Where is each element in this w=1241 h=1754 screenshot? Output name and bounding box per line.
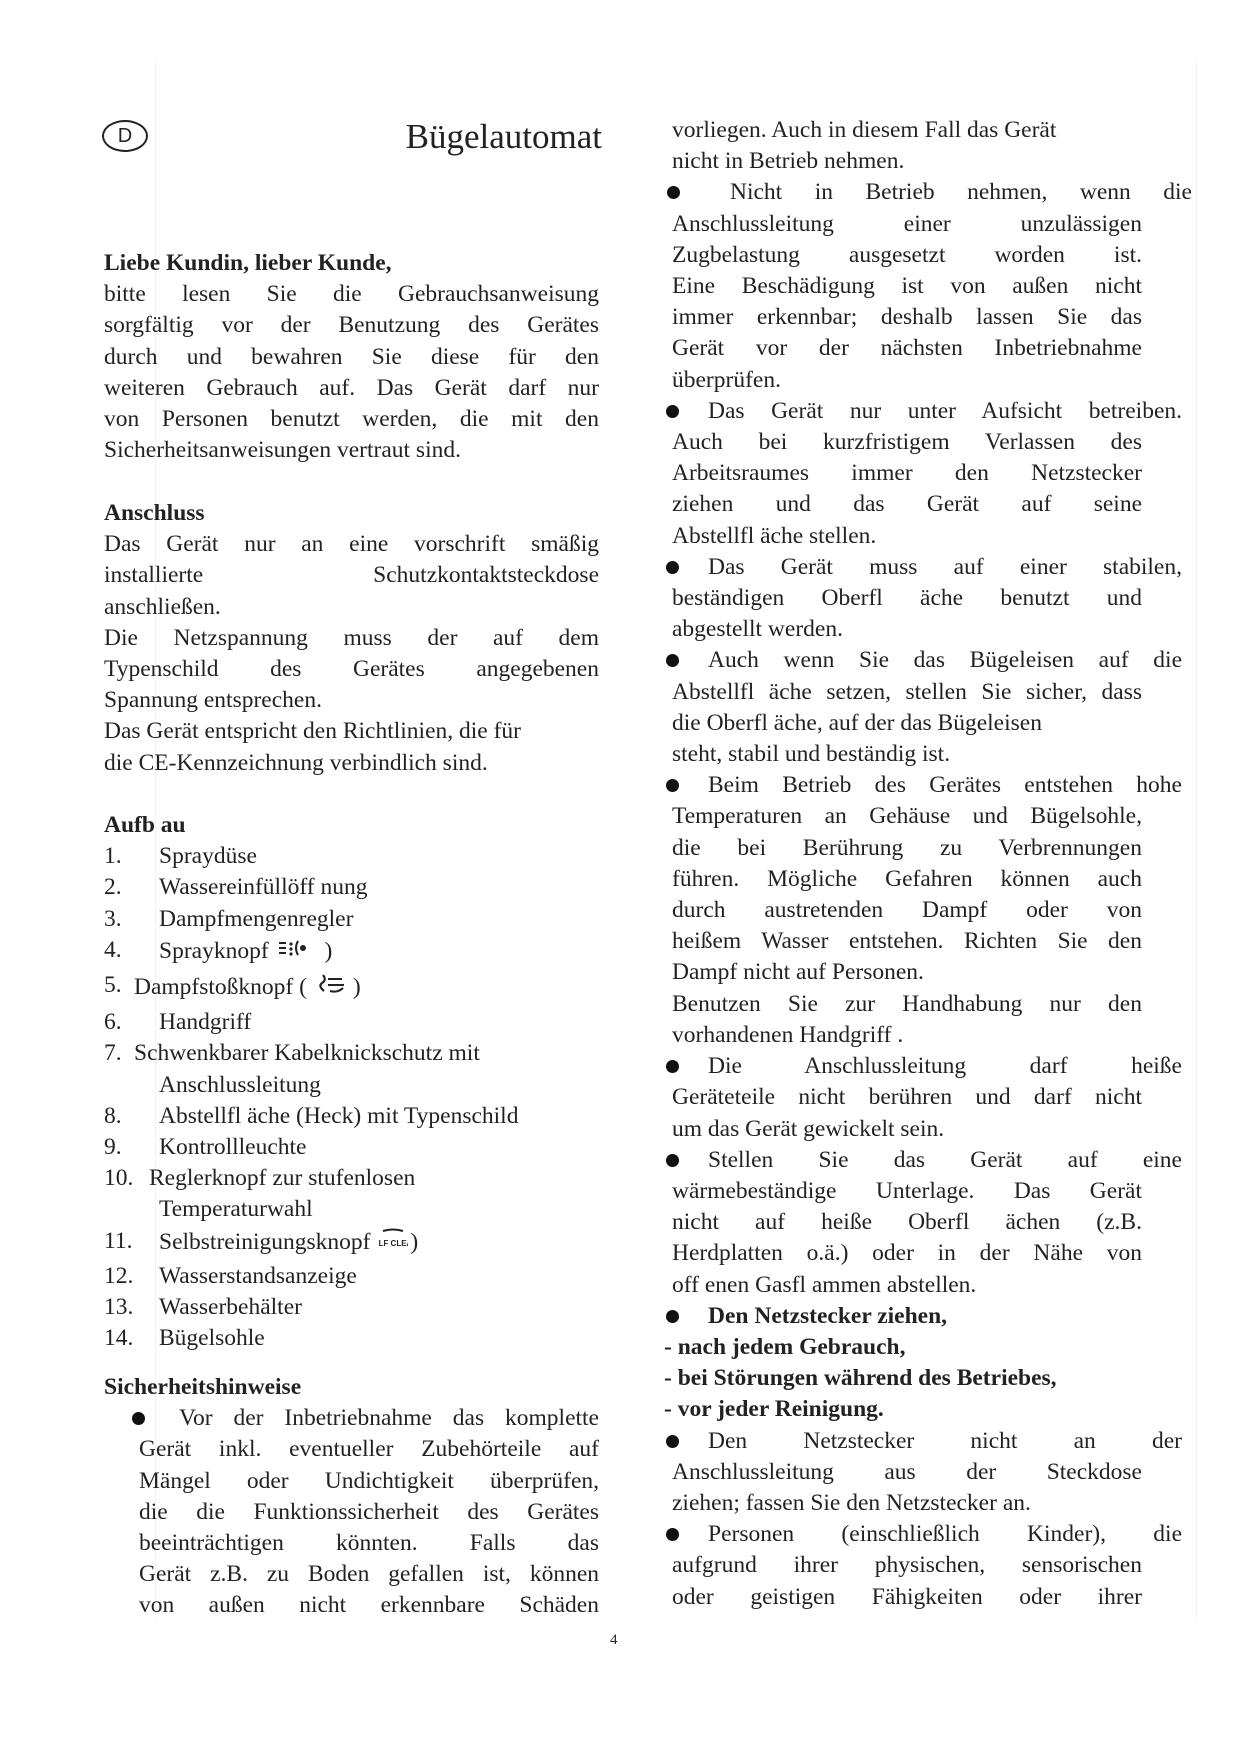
intro-line: Sicherheitsanweisungen vertraut sind. <box>104 437 461 464</box>
item-label: Dampfmengenregler <box>159 905 354 932</box>
anschluss-line: Typenschild des Gerätes angegebenen <box>104 656 599 683</box>
cont-line: vorliegen. Auch in diesem Fall das Gerät <box>672 117 1057 143</box>
item-number: 6. <box>104 1009 122 1036</box>
safety-line: Abstellfl äche setzen, stellen Sie sicher, dass <box>672 678 1142 705</box>
safety-line: Das Gerät nur unter Aufsicht betreiben. <box>708 397 1182 424</box>
safety-line: steht, stabil und beständig ist. <box>672 741 951 768</box>
parts-list-item <box>104 1292 599 1323</box>
parts-list-item <box>104 841 599 872</box>
safety-line: immer erkennbar; deshalb lassen Sie das <box>672 304 1142 331</box>
parts-list <box>104 841 599 1354</box>
language-badge: D <box>102 120 148 152</box>
item-label: Spraydüse <box>159 843 257 870</box>
safety-line: Anschlussleitung einer unzulässigen <box>672 210 1142 237</box>
cont-line: nicht in Betrieb nehmen. <box>672 148 905 175</box>
intro-line: von Personen benutzt werden, die mit den <box>104 406 599 433</box>
intro-line: bitte lesen Sie die Gebrauchsanweisung <box>104 281 599 308</box>
item-number: 7. <box>104 1040 122 1067</box>
safety-line: Geräteteile nicht berühren und darf nicht <box>672 1084 1142 1111</box>
safety-line: vorhandenen Handgriff . <box>672 1021 904 1048</box>
safety-line: aufgrund ihrer physischen, sensorischen <box>672 1552 1142 1579</box>
item-number: 2. <box>104 874 122 901</box>
safety-line: die bei Berührung zu Verbrennungen <box>672 834 1142 861</box>
safety-line: überprüfen. <box>672 366 781 393</box>
parts-list-item <box>104 1163 599 1225</box>
safety-line: nicht auf heiße Oberfl ächen (z.B. <box>672 1209 1142 1236</box>
anschluss-line: Das Gerät nur an eine vorschrift smäßig <box>104 531 599 558</box>
item-label: Abstellfl äche (Heck) mit Typenschild <box>159 1102 519 1129</box>
safety-bullet <box>672 396 1182 552</box>
item-number: 8. <box>104 1102 122 1129</box>
item-number: 14. <box>104 1325 134 1352</box>
parts-list-item <box>104 1038 599 1100</box>
anschluss-line: anschließen. <box>104 593 221 620</box>
safety-line: Gerät inkl. eventueller Zubehörteile auf <box>139 1436 599 1463</box>
item-label: Sprayknopf <box>159 937 269 964</box>
aufbau-heading: Aufb au <box>104 812 186 838</box>
item-label: Dampfstoßknopf ( <box>134 974 307 1001</box>
item-number: 10. <box>104 1165 134 1192</box>
item-label: Kontrollleuchte <box>159 1134 307 1161</box>
aufbau-section <box>104 810 599 1354</box>
safety-bullet <box>672 177 1192 395</box>
safety-line: off enen Gasfl ammen abstellen. <box>672 1271 977 1298</box>
safety-bullet <box>672 1051 1182 1145</box>
safety-line: führen. Mögliche Gefahren können auch <box>672 865 1142 892</box>
parts-list-item <box>104 1226 599 1261</box>
item-label: Selbstreinigungsknopf <box>159 1228 371 1255</box>
parts-list-item <box>104 904 599 935</box>
item-number: 11. <box>104 1227 133 1254</box>
item-number: 12. <box>104 1262 134 1289</box>
safety-line: Dampf nicht auf Personen. <box>672 959 924 986</box>
item-number: 9. <box>104 1134 122 1161</box>
page-number: 4 <box>610 1632 618 1648</box>
safety-bullet <box>672 1519 1182 1613</box>
safety-line: Vor der Inbetriebnahme das komplette <box>179 1405 599 1432</box>
safety-bullet <box>672 645 1182 770</box>
safety-line: Personen (einschließlich Kinder), die <box>708 1521 1182 1548</box>
bullet-dot <box>666 405 679 418</box>
anschluss-line: Spannung entsprechen. <box>104 687 322 714</box>
safety-line: ziehen; fassen Sie den Netzstecker an. <box>672 1489 1031 1516</box>
item-label: Schwenkbarer Kabelknickschutz mit <box>134 1040 480 1067</box>
safety-line: die Oberfl äche, auf der das Bügeleisen <box>672 709 1042 736</box>
item-label-continued: Anschlussleitung <box>159 1071 321 1098</box>
safety-line: Benutzen Sie zur Handhabung nur den <box>672 990 1142 1017</box>
safety-bullet <box>672 552 1182 646</box>
safety-line: Stellen Sie das Gerät auf eine <box>708 1146 1182 1173</box>
safety-line: Eine Beschädigung ist von außen nicht <box>672 273 1142 300</box>
right-content <box>664 115 1192 1613</box>
item-number: 13. <box>104 1294 134 1321</box>
safety-line: Arbeitsraumes immer den Netzstecker <box>672 460 1142 487</box>
safety-line: durch austretenden Dampf oder von <box>672 897 1142 924</box>
parts-list-item <box>104 970 599 1007</box>
bullet-dot <box>666 1435 679 1448</box>
safety-line: Den Netzstecker nicht an der <box>708 1427 1182 1454</box>
safety-bullet <box>104 1403 599 1621</box>
intro-line: durch und bewahren Sie diese für den <box>104 343 599 370</box>
safety-line: Auch bei kurzfristigem Verlassen des <box>672 429 1142 456</box>
safety-line: Zugbelastung ausgesetzt worden ist. <box>672 241 1142 268</box>
item-label: Wassereinfüllöff nung <box>159 874 368 901</box>
item-number: 5. <box>104 972 122 999</box>
bold-line: Den Netzstecker ziehen, <box>708 1302 948 1329</box>
item-paren: ) <box>352 974 361 1001</box>
safety-line: wärmebeständige Unterlage. Das Gerät <box>672 1177 1142 1204</box>
parts-list-item <box>104 935 599 970</box>
item-label: Bügelsohle <box>159 1325 265 1352</box>
dash-line: - vor jeder Reinigung. <box>664 1396 884 1423</box>
anschluss-line: die CE-Kennzeichnung verbindlich sind. <box>104 749 488 776</box>
intro-line: sorgfältig vor der Benutzung des Gerätes <box>104 312 599 339</box>
item-paren: ) <box>410 1228 419 1255</box>
item-paren: ) <box>324 937 333 964</box>
self-clean-icon-text: LF CLE <box>378 1238 407 1248</box>
item-label-continued: Temperaturwahl <box>159 1196 313 1223</box>
item-number: 3. <box>104 905 122 932</box>
safety-line: abgestellt werden. <box>672 616 843 643</box>
safety-bullet <box>672 770 1182 1051</box>
item-label: Handgriff <box>159 1009 252 1036</box>
safety-line: heißem Wasser entstehen. Richten Sie den <box>672 928 1142 955</box>
anschluss-section <box>104 498 599 779</box>
anschluss-line: Das Gerät entspricht den Richtlinien, die für <box>104 718 521 745</box>
safety-bullet <box>672 1145 1182 1301</box>
bullet-dot <box>666 561 679 574</box>
parts-list-item <box>104 1007 599 1038</box>
parts-list-item <box>104 1323 599 1354</box>
bullet-dot <box>666 1060 679 1073</box>
sicherheit-heading: Sicherheitshinweise <box>104 1374 302 1400</box>
intro-section <box>104 248 599 466</box>
item-label: Wasserbehälter <box>159 1294 302 1321</box>
safety-bullet-bold <box>664 1301 1142 1426</box>
safety-line: Die Anschlussleitung darf heiße <box>708 1053 1182 1080</box>
safety-line: Auch wenn Sie das Bügeleisen auf die <box>708 647 1182 674</box>
safety-line: beeinträchtigen könnten. Falls das <box>139 1530 599 1557</box>
safety-bullet <box>672 1426 1182 1520</box>
parts-list-item <box>104 1261 599 1292</box>
parts-list-item <box>104 1132 599 1163</box>
bullet-dot <box>666 1154 679 1167</box>
anschluss-heading: Anschluss <box>104 500 205 526</box>
safety-line: Gerät z.B. zu Boden gefallen ist, können <box>139 1561 599 1588</box>
safety-line: Beim Betrieb des Gerätes entstehen hohe <box>708 772 1182 799</box>
safety-line: ziehen und das Gerät auf seine <box>672 491 1142 518</box>
page-header <box>102 117 602 161</box>
item-label: Reglerknopf zur stufenlosen <box>149 1165 416 1192</box>
safety-line: oder geistigen Fähigkeiten oder ihrer <box>672 1583 1142 1610</box>
safety-line: um das Gerät gewickelt sein. <box>672 1115 945 1142</box>
dash-line: - bei Störungen während des Betriebes, <box>664 1365 1057 1392</box>
safety-line: von außen nicht erkennbare Schäden <box>139 1592 599 1619</box>
item-label: Wasserstandsanzeige <box>159 1262 357 1289</box>
parts-list-item <box>104 1101 599 1132</box>
safety-line: Das Gerät muss auf einer stabilen, <box>708 553 1182 580</box>
item-number: 4. <box>104 936 122 963</box>
anschluss-line: Die Netzspannung muss der auf dem <box>104 624 599 651</box>
dash-line: - nach jedem Gebrauch, <box>664 1333 906 1360</box>
safety-line: Anschlussleitung aus der Steckdose <box>672 1458 1142 1485</box>
safety-line: Abstellfl äche stellen. <box>672 522 877 549</box>
intro-line: weiteren Gebrauch auf. Das Gerät darf nur <box>104 374 599 401</box>
anschluss-line: installierte Schutzkontaktsteckdose <box>104 562 599 589</box>
steam-burst-icon <box>315 970 351 1007</box>
safety-line: Temperaturen an Gehäuse und Bügelsohle, <box>672 803 1142 830</box>
bullet-dot <box>666 1310 679 1323</box>
spray-icon <box>277 935 323 970</box>
parts-list-item <box>104 872 599 903</box>
safety-line: Nicht in Betrieb nehmen, wenn die <box>730 179 1192 206</box>
intro-heading: Liebe Kundin, lieber Kunde, <box>104 250 392 276</box>
item-number: 1. <box>104 843 122 870</box>
sicherheit-section <box>104 1372 599 1622</box>
safety-line: beständigen Oberfl äche benutzt und <box>672 585 1142 612</box>
self-clean-icon <box>378 1226 408 1261</box>
safety-line: Gerät vor der nächsten Inbetriebnahme <box>672 335 1142 362</box>
safety-line: die die Funktionssicherheit des Gerätes <box>139 1498 599 1525</box>
safety-line: Herdplatten o.ä.) oder in der Nähe von <box>672 1240 1142 1267</box>
page-title: Bügelautomat <box>405 117 602 156</box>
safety-line: Mängel oder Undichtigkeit überprüfen, <box>139 1467 599 1494</box>
